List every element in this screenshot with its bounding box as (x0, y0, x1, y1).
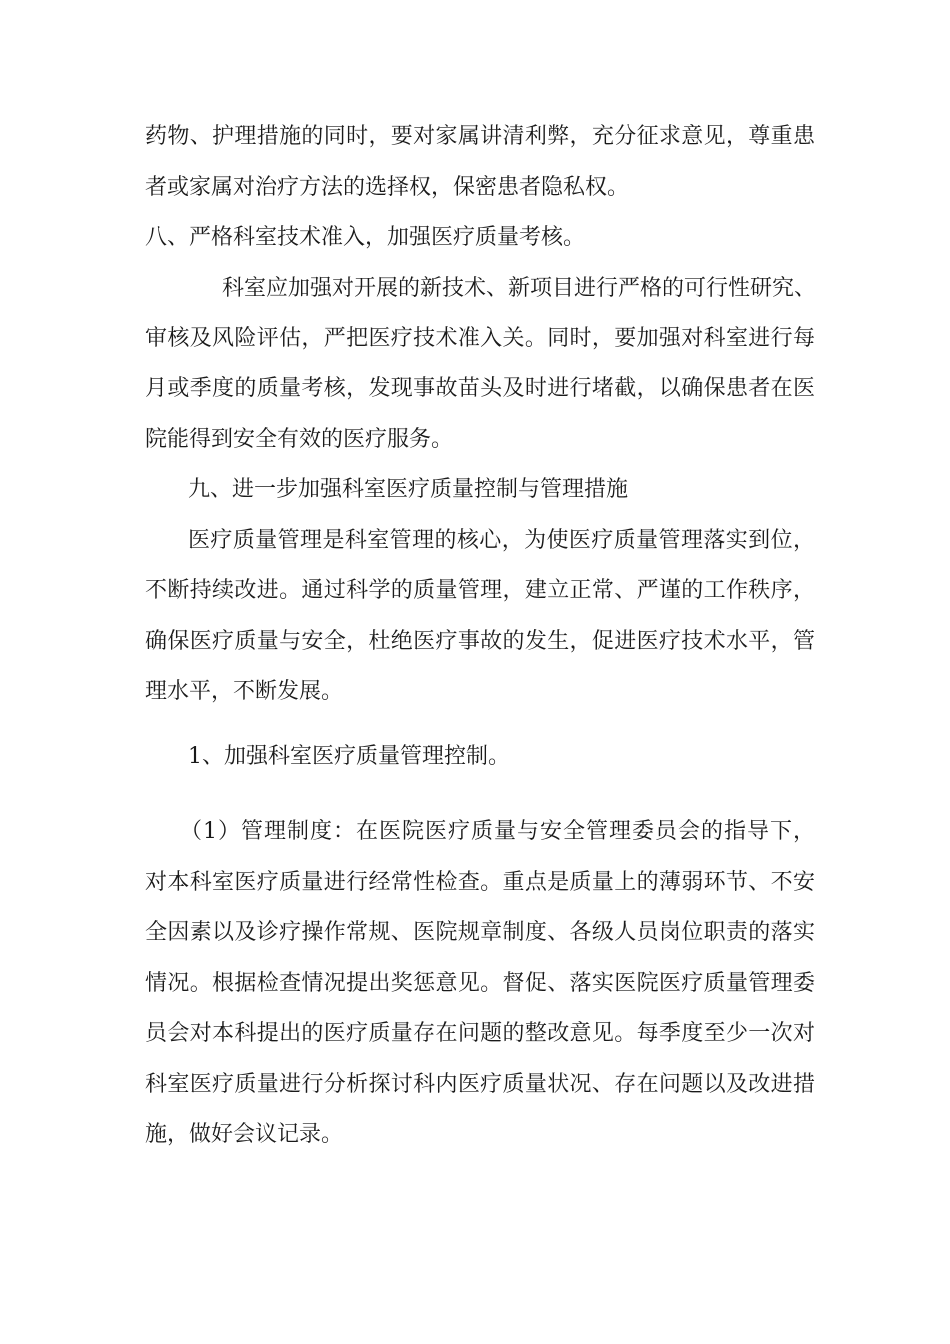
body-text-line: （1）管理制度：在医院医疗质量与安全管理委员会的指导下， (180, 819, 815, 844)
body-text-line: 不断持续改进。通过科学的质量管理，建立正常、严谨的工作秩序， (145, 578, 815, 603)
body-text-line: 对本科室医疗质量进行经常性检查。重点是质量上的薄弱环节、不安 (145, 870, 815, 895)
body-text-line: 确保医疗质量与安全，杜绝医疗事故的发生，促进医疗技术水平，管 (145, 629, 815, 654)
body-text-line: 科室医疗质量进行分析探讨科内医疗质量状况、存在问题以及改进措 (145, 1072, 815, 1097)
body-text-line: 理水平，不断发展。 (145, 679, 344, 704)
section-heading-9: 九、进一步加强科室医疗质量控制与管理措施 (188, 477, 629, 502)
body-text-line: 审核及风险评估，严把医疗技术准入关。同时，要加强对科室进行每 (145, 326, 815, 351)
body-text-line: 医疗质量管理是科室管理的核心，为使医疗质量管理落实到位， (188, 528, 815, 553)
body-text-line: 院能得到安全有效的医疗服务。 (145, 427, 454, 452)
body-text-line: 情况。根据检查情况提出奖惩意见。督促、落实医院医疗质量管理委 (145, 971, 815, 996)
body-text-line: 科室应加强对开展的新技术、新项目进行严格的可行性研究、 (222, 276, 817, 301)
body-text-line: 药物、护理措施的同时，要对家属讲清利弊，充分征求意见，尊重患 (145, 124, 815, 149)
body-text-line: 者或家属对治疗方法的选择权，保密患者隐私权。 (145, 175, 630, 200)
body-text-line: 施，做好会议记录。 (145, 1122, 344, 1147)
body-text-line: 全因素以及诊疗操作常规、医院规章制度、各级人员岗位职责的落实 (145, 920, 815, 945)
section-heading-8: 八、严格科室技术准入，加强医疗质量考核。 (145, 225, 586, 250)
body-text-line: 员会对本科提出的医疗质量存在问题的整改意见。每季度至少一次对 (145, 1021, 815, 1046)
body-text-line: 月或季度的质量考核，发现事故苗头及时进行堵截，以确保患者在医 (145, 376, 815, 401)
subsection-heading-1: 1、加强科室医疗质量管理控制。 (188, 744, 510, 769)
